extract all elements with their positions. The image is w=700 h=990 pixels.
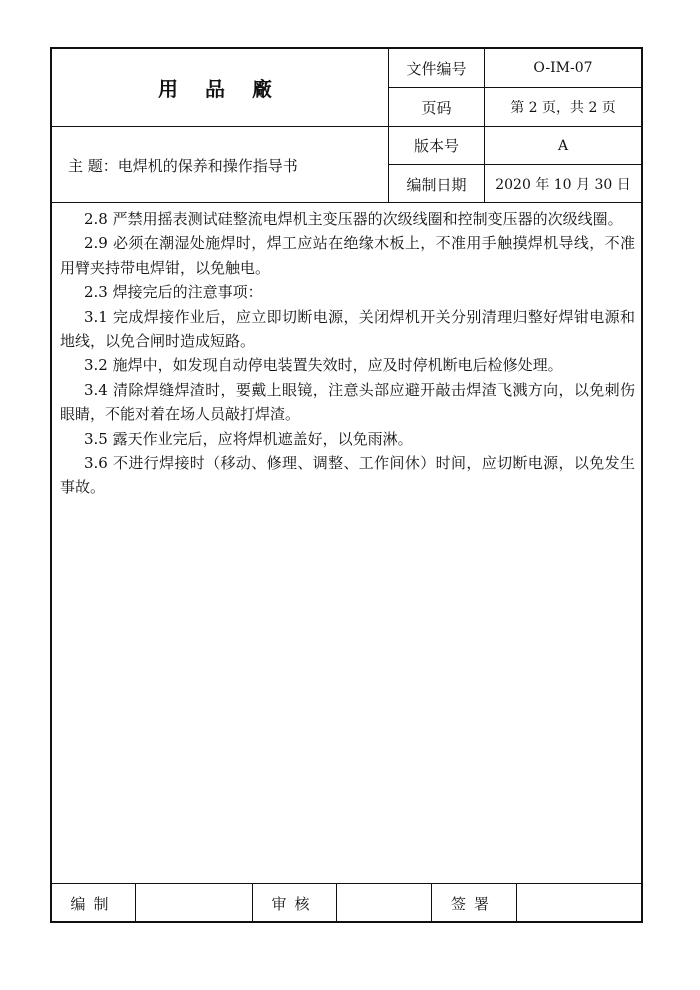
body-paragraph: 2.9 必须在潮湿处施焊时，焊工应站在绝缘木板上，不准用手触摸焊机导线，不准用臂夹持带电焊钳，以免触电。 bbox=[60, 234, 635, 277]
file-number-label: 文件编号 bbox=[389, 49, 485, 88]
body-paragraph: 2.3 焊接完后的注意事项： bbox=[84, 283, 263, 302]
compile-value bbox=[136, 884, 253, 922]
document-body bbox=[60, 207, 635, 500]
sign-label: 签署 bbox=[432, 884, 517, 922]
body-paragraph: 3.1 完成焊接作业后，应立即切断电源，关闭焊机开关分别清理归整好焊钳电源和地线，以免合闸时造成短路。 bbox=[60, 307, 635, 351]
signature-row bbox=[52, 883, 641, 922]
version-label: 版本号 bbox=[389, 127, 485, 165]
body-paragraph: 2.8 严禁用摇表测试硅整流电焊机主变压器的次级线圈和控制变压器的次级线圈。 bbox=[84, 210, 623, 228]
body-paragraph: 3.6 不进行焊接时（移动、修理、调整、工作间休）时间，应切断电源，以免发生事故。 bbox=[60, 454, 635, 497]
version-value: A bbox=[485, 127, 641, 165]
page-value: 第 2 页，共 2 页 bbox=[485, 88, 641, 127]
company-name: 用 品 廠 bbox=[52, 49, 389, 127]
page-label: 页码 bbox=[389, 88, 485, 127]
compile-date-value: 2020 年 10 月 30 日 bbox=[495, 177, 631, 193]
header-divider bbox=[52, 202, 641, 203]
body-paragraph: 3.4 清除焊缝焊渣时，要戴上眼镜，注意头部应避开敲击焊渣飞溅方向，以免刺伤眼睛，不能对着在场人员敲打焊渣。 bbox=[60, 380, 635, 424]
review-label: 审核 bbox=[253, 884, 337, 922]
review-value bbox=[337, 884, 432, 922]
compile-label: 编制 bbox=[52, 884, 136, 922]
document-subject: 主 题：电焊机的保养和操作指导书 bbox=[52, 127, 389, 203]
body-paragraph: 3.5 露天作业完后，应将焊机遮盖好，以免雨淋。 bbox=[84, 429, 413, 448]
body-paragraph: 3.2 施焊中，如发现自动停电装置失效时，应及时停机断电后检修处理。 bbox=[84, 356, 563, 375]
sign-value bbox=[517, 884, 641, 922]
file-number-value: O-IM-07 bbox=[485, 49, 641, 88]
document-frame bbox=[50, 47, 643, 923]
compile-date-label: 编制日期 bbox=[389, 165, 485, 203]
